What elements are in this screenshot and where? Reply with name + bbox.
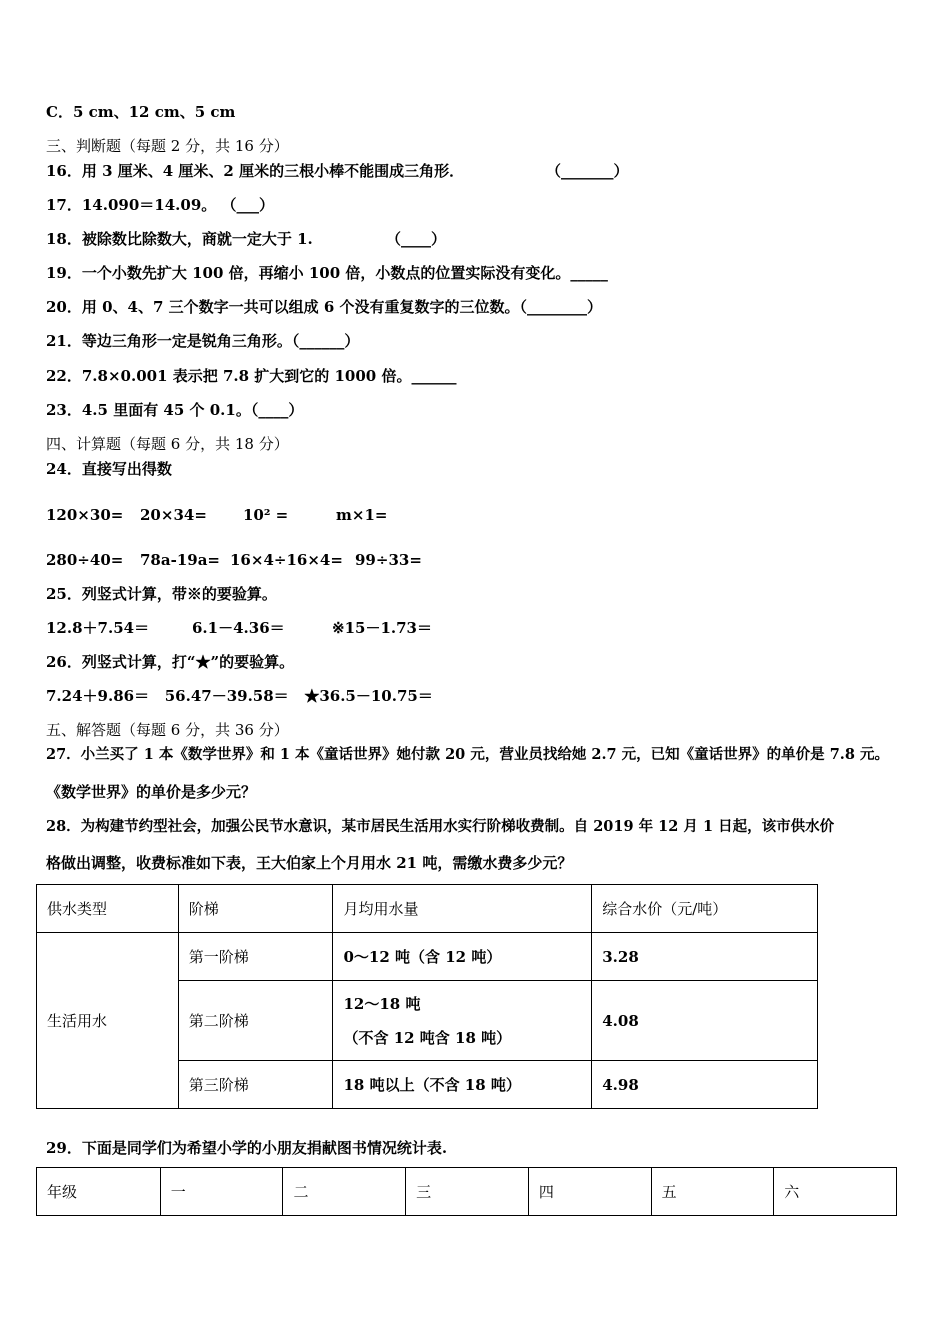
- section3-title: 三、判断题（每题 2 分，共 16 分）: [46, 137, 289, 155]
- q24-item: 20×34=: [140, 506, 207, 524]
- q24-item: 280÷40=: [46, 551, 124, 569]
- grade-cell: 四: [528, 1168, 651, 1216]
- q25-text: 25．列竖式计算，带※的要验算。: [46, 585, 277, 603]
- water-type-cell: 生活用水: [37, 933, 179, 1109]
- tier-cell: 第一阶梯: [178, 933, 333, 981]
- q25-item: ※15－1.73＝: [332, 619, 432, 637]
- grade-cell: 二: [283, 1168, 406, 1216]
- q24-item: 78a-19a=: [140, 551, 220, 569]
- q18-blank: （____）: [386, 230, 447, 248]
- q27-line1: 27．小兰买了 1 本《数学世界》和 1 本《童话世界》她付款 20 元，营业员找给她 2.7 元，已知《童话世界》的单价是 7.8 元。: [46, 746, 889, 763]
- q20-text: 20．用 0、4、7 三个数字一共可以组成 6 个没有重复数字的三位数。（________）: [46, 298, 603, 316]
- table-header-cell: 阶梯: [178, 885, 333, 933]
- q29-text: 29．下面是同学们为希望小学的小朋友捐献图书情况统计表.: [46, 1139, 448, 1157]
- q18-text: 18．被除数比除数大，商就一定大于 1.: [46, 230, 313, 248]
- table-header-row: [37, 885, 818, 933]
- grade-table: [36, 1167, 897, 1216]
- q25-item: 6.1－4.36＝: [192, 619, 285, 637]
- q25-item: 12.8＋7.54＝: [46, 619, 150, 637]
- water-price-table: [36, 884, 818, 1109]
- table-header-cell: 供水类型: [37, 885, 179, 933]
- q24-item: 99÷33=: [355, 551, 422, 569]
- usage-cell: 0～12 吨（含 12 吨）: [333, 933, 592, 981]
- q24-item: 16×4÷16×4=: [230, 551, 343, 569]
- q15-option-c: C．5 cm、12 cm、5 cm: [46, 103, 236, 121]
- q16-text: 16．用 3 厘米、4 厘米、2 厘米的三根小棒不能围成三角形．: [46, 162, 465, 180]
- q24-item: 120×30=: [46, 506, 124, 524]
- price-cell: 3.28: [592, 933, 818, 981]
- table-row: [37, 1168, 897, 1216]
- section5-title: 五、解答题（每题 6 分，共 36 分）: [46, 721, 289, 739]
- grade-cell: 六: [774, 1168, 897, 1216]
- q23-text: 23．4.5 里面有 45 个 0.1。（____）: [46, 401, 304, 419]
- q26-text: 26．列竖式计算，打“★”的要验算。: [46, 653, 295, 671]
- tier-cell: 第二阶梯: [178, 981, 333, 1061]
- q26-items: 7.24＋9.86＝ 56.47－39.58＝ ★36.5－10.75＝: [46, 687, 433, 705]
- q19-text: 19．一个小数先扩大 100 倍，再缩小 100 倍，小数点的位置实际没有变化。_____: [46, 264, 608, 282]
- q24-text: 24．直接写出得数: [46, 460, 172, 478]
- grade-cell: 一: [160, 1168, 283, 1216]
- usage-line: （不含 12 吨含 18 吨）: [343, 1028, 512, 1047]
- price-cell: 4.08: [592, 981, 818, 1061]
- tier-cell: 第三阶梯: [178, 1061, 333, 1109]
- table-header-cell: 综合水价（元/吨）: [592, 885, 818, 933]
- q27-line2: 《数学世界》的单价是多少元？: [46, 783, 257, 801]
- usage-line: 12～18 吨: [343, 994, 421, 1013]
- usage-cell: [333, 981, 592, 1061]
- q21-text: 21．等边三角形一定是锐角三角形。（______）: [46, 332, 360, 350]
- grade-cell: 五: [651, 1168, 774, 1216]
- section4-title: 四、计算题（每题 6 分，共 18 分）: [46, 435, 289, 453]
- q24-item: 10² =: [243, 506, 289, 524]
- q28-line2: 格做出调整，收费标准如下表，王大伯家上个月用水 21 吨，需缴水费多少元？: [46, 854, 573, 872]
- table-header-cell: 月均用水量: [333, 885, 592, 933]
- q17-text: 17．14.090＝14.09。 （___）: [46, 196, 274, 214]
- grade-cell: 三: [406, 1168, 529, 1216]
- q24-item: m×1=: [336, 506, 388, 524]
- usage-cell: 18 吨以上（不含 18 吨）: [333, 1061, 592, 1109]
- price-cell: 4.98: [592, 1061, 818, 1109]
- q22-text: 22．7.8×0.001 表示把 7.8 扩大到它的 1000 倍。______: [46, 367, 457, 385]
- grade-header-cell: 年级: [37, 1168, 161, 1216]
- q16-blank: （_______）: [546, 162, 629, 180]
- q28-line1: 28．为构建节约型社会，加强公民节水意识，某市居民生活用水实行阶梯收费制。自 2019 年 12 月 1 日起，该市供水价: [46, 818, 835, 835]
- table-row: [37, 933, 818, 981]
